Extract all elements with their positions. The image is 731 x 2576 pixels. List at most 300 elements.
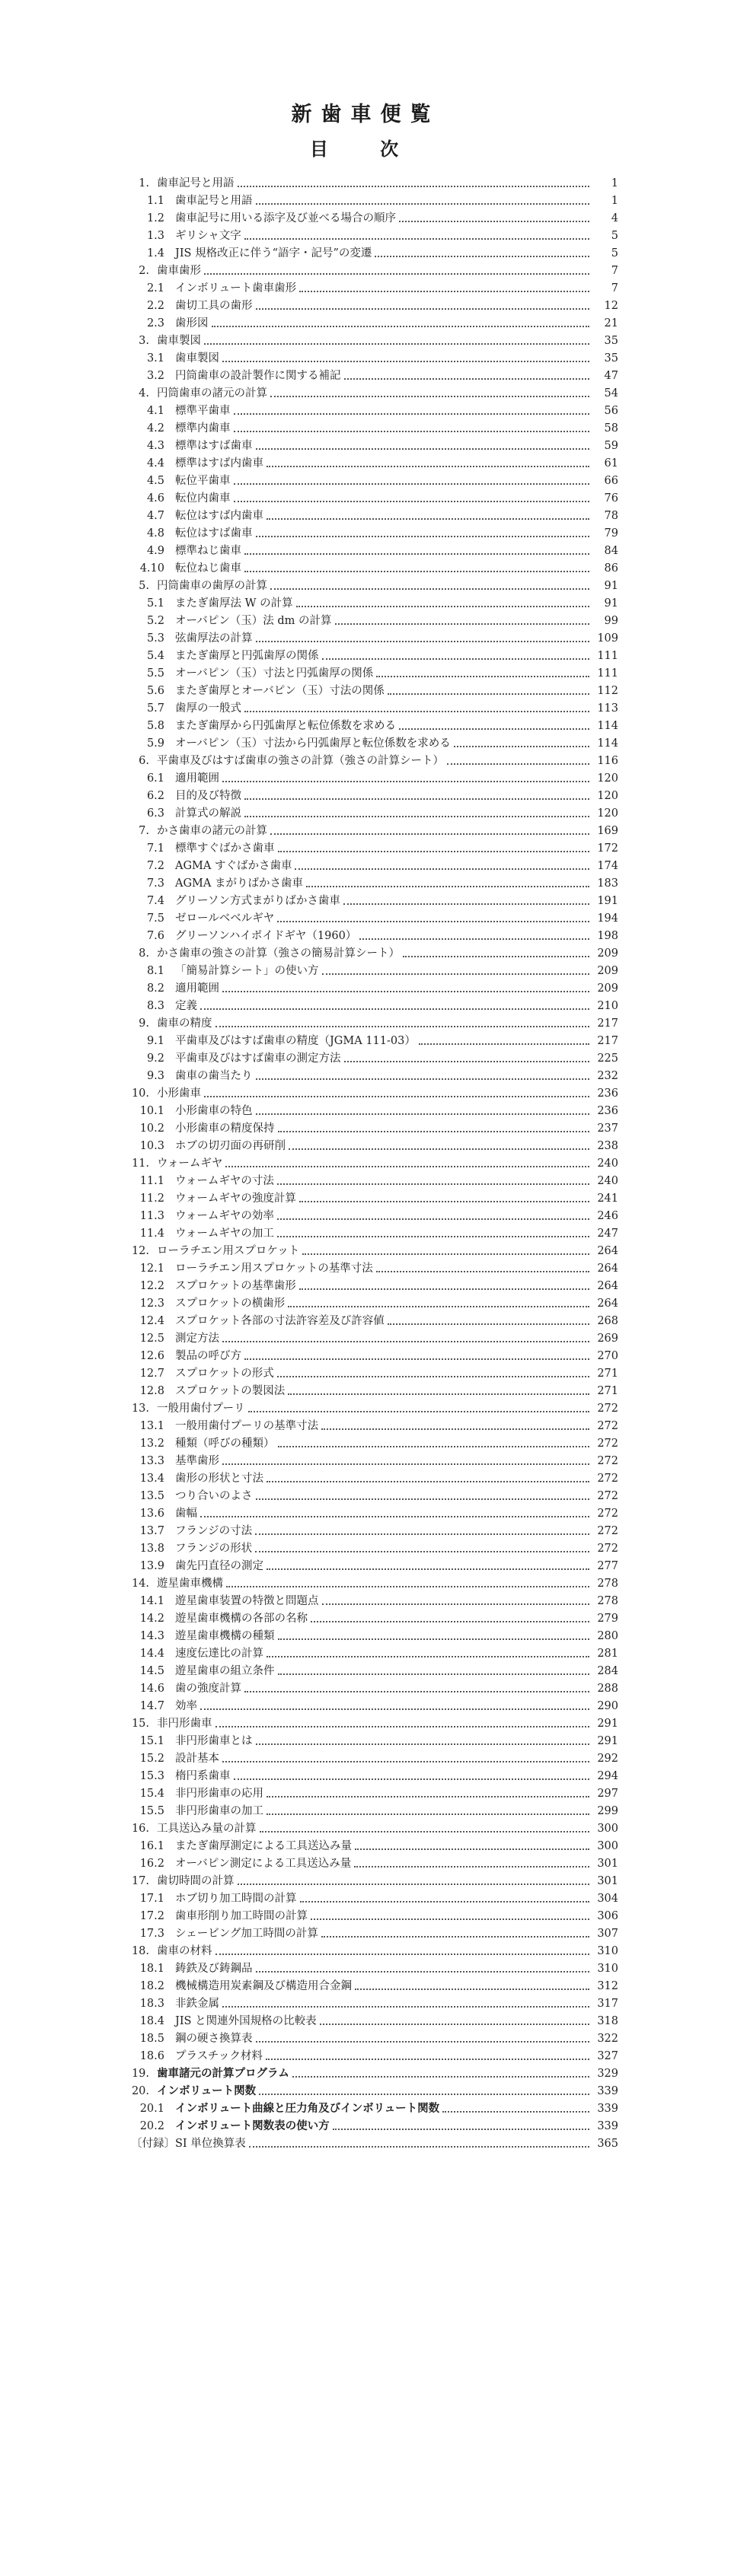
dot-leader <box>320 2023 589 2025</box>
dot-leader <box>333 2128 589 2130</box>
toc-heading: 目 次 <box>309 138 422 160</box>
toc-section-entry <box>131 1171 618 1189</box>
toc-entry-title: 鋳鉄及び鋳鋼品 <box>175 1963 253 1975</box>
toc-entry-number: 4.10 <box>139 562 164 575</box>
toc-entry-page-number: 272 <box>597 1508 618 1520</box>
toc-entry-title: スプロケットの製図法 <box>175 1385 286 1397</box>
toc-entry-page-number: 322 <box>597 2033 618 2045</box>
toc-entry-number: 1.2 <box>146 212 164 224</box>
toc-entry-page-number: 365 <box>597 2138 618 2150</box>
dot-leader <box>277 1375 589 1377</box>
toc-section-entry <box>131 1066 618 1084</box>
toc-entry-number: 4.2 <box>146 422 164 435</box>
toc-entry-page-number: 113 <box>597 702 618 715</box>
toc-entry-page-number: 114 <box>597 720 618 732</box>
toc-entry-page-number: 5 <box>611 230 618 242</box>
dot-leader <box>300 1900 590 1903</box>
toc-entry-number: 8. <box>139 947 149 960</box>
toc-entry-page-number: 59 <box>604 440 618 452</box>
toc-entry-title: オーバピン測定による工具送込み量 <box>175 1858 352 1870</box>
toc-entry-number: 5.8 <box>146 720 164 732</box>
toc-section-entry <box>131 366 618 384</box>
toc-section-entry <box>131 1591 618 1609</box>
toc-entry-number: 4.6 <box>146 492 164 505</box>
toc-section-entry <box>131 1119 618 1136</box>
dot-leader <box>215 1725 590 1727</box>
toc-entry-number: 18.4 <box>139 2015 164 2027</box>
toc-entry-page-number: 327 <box>597 2050 618 2062</box>
toc-entry-number: 4.9 <box>146 545 164 557</box>
dot-leader <box>267 517 589 520</box>
toc-entry-page-number: 78 <box>604 510 618 522</box>
toc-chapter-entry <box>131 821 618 839</box>
toc-entry-title: 歯切時間の計算 <box>157 1875 235 1887</box>
toc-entry-page-number: 240 <box>597 1157 618 1170</box>
toc-section-entry <box>131 1644 618 1661</box>
toc-entry-title: フランジの形状 <box>175 1543 253 1555</box>
toc-entry-page-number: 310 <box>597 1945 618 1957</box>
dot-leader <box>256 1743 590 1745</box>
dot-leader <box>200 1515 589 1517</box>
toc-entry-title: 弦歯厚法の計算 <box>175 632 253 645</box>
toc-entry-page-number: 247 <box>597 1228 618 1240</box>
toc-entry-title: AGMA まがりばかさ歯車 <box>175 877 303 890</box>
toc-entry-title: 非円形歯車の応用 <box>175 1788 263 1800</box>
toc-entry-page-number: 268 <box>597 1315 618 1327</box>
dot-leader <box>321 1428 589 1430</box>
toc-section-entry <box>131 891 618 909</box>
toc-entry-page-number: 297 <box>597 1788 618 1800</box>
toc-entry-number: 10.3 <box>139 1140 164 1152</box>
toc-entry-page-number: 183 <box>597 877 618 890</box>
toc-entry-page-number: 271 <box>597 1385 618 1397</box>
toc-entry-number: 16. <box>131 1823 149 1835</box>
toc-entry-title: インボリュート歯車歯形 <box>175 282 297 295</box>
toc-entry-number: 12. <box>131 1245 149 1257</box>
toc-entry-page-number: 236 <box>597 1087 618 1100</box>
toc-entry-title: 定義 <box>175 1000 197 1012</box>
dot-leader <box>267 1480 589 1482</box>
toc-entry-page-number: 307 <box>597 1928 618 1940</box>
dot-leader <box>256 2040 590 2043</box>
toc-entry-page-number: 272 <box>597 1403 618 1415</box>
toc-entry-page-number: 91 <box>604 597 618 610</box>
toc-entry-page-number: 246 <box>597 1210 618 1222</box>
toc-entry-title: スプロケットの基準歯形 <box>175 1280 296 1292</box>
toc-chapter-entry <box>131 1819 618 1836</box>
toc-entry-number: 17.1 <box>139 1893 164 1905</box>
toc-entry-title: 一般用歯付プーリの基準寸法 <box>175 1420 319 1432</box>
toc-section-entry <box>131 769 618 786</box>
toc-entry-number: 13.5 <box>139 1490 164 1502</box>
toc-section-entry <box>131 1749 618 1766</box>
toc-entry-number: 13.2 <box>139 1438 164 1450</box>
toc-entry-title: またぎ歯厚と円弧歯厚の関係 <box>175 650 319 662</box>
toc-section-entry <box>131 1206 618 1224</box>
dot-leader <box>255 1550 589 1552</box>
dot-leader <box>244 710 589 712</box>
toc-section-entry <box>131 1259 618 1276</box>
toc-entry-title: 遊星歯車の組立条件 <box>175 1665 275 1677</box>
toc-entry-title: 工具送込み量の計算 <box>157 1823 257 1835</box>
toc-entry-page-number: 318 <box>597 2015 618 2027</box>
toc-entry-title: 一般用歯付プーリ <box>157 1403 245 1415</box>
toc-entry-title: JIS と関連外国規格の比較表 <box>175 2015 317 2027</box>
dot-leader <box>321 1935 589 1938</box>
toc-entry-number: 13.1 <box>139 1420 164 1432</box>
dot-leader <box>278 1445 590 1447</box>
dot-leader <box>311 1620 589 1622</box>
toc-entry-number: 13.4 <box>139 1473 164 1485</box>
dot-leader <box>200 1008 589 1010</box>
toc-section-entry <box>131 1731 618 1749</box>
toc-section-entry <box>131 1521 618 1539</box>
toc-entry-number: 16.1 <box>139 1840 164 1852</box>
toc-section-entry <box>131 594 618 611</box>
dot-leader <box>256 1498 590 1500</box>
dot-leader <box>244 815 589 817</box>
toc-entry-title: ホブ切り加工時間の計算 <box>175 1893 297 1905</box>
toc-section-entry <box>131 1276 618 1294</box>
dot-leader <box>234 482 590 485</box>
toc-entry-number: 2.3 <box>146 317 164 330</box>
dot-leader <box>244 1358 589 1360</box>
toc-entry-title: 転位内歯車 <box>175 492 231 505</box>
toc-section-entry <box>131 2046 618 2064</box>
toc-entry-title: 非円形歯車とは <box>175 1735 253 1747</box>
toc-section-entry <box>131 664 618 681</box>
dot-leader <box>354 1865 589 1868</box>
toc-section-entry <box>131 979 618 996</box>
toc-entry-number: 15. <box>131 1718 149 1730</box>
toc-entry-title: 基準歯形 <box>175 1455 219 1467</box>
toc-entry-page-number: 236 <box>597 1105 618 1117</box>
toc-entry-number: 13.9 <box>139 1560 164 1572</box>
toc-entry-page-number: 300 <box>597 1823 618 1835</box>
toc-entry-number: 6.1 <box>146 772 164 785</box>
toc-entry-title: 歯車形削り加工時間の計算 <box>175 1910 308 1922</box>
toc-entry-number: 7.1 <box>146 842 164 855</box>
toc-entry-number: 4.4 <box>146 457 164 470</box>
dot-leader <box>256 1113 590 1115</box>
toc-entry-page-number: 7 <box>611 265 618 277</box>
toc-section-entry <box>131 1679 618 1696</box>
toc-entry-number: 2.2 <box>146 300 164 312</box>
toc-chapter-entry <box>131 576 618 594</box>
dot-leader <box>355 1988 589 1990</box>
toc-entry-number: 11. <box>131 1157 149 1170</box>
toc-section-entry <box>131 699 618 716</box>
toc-chapter-entry <box>131 2081 618 2099</box>
toc-entry-page-number: 284 <box>597 1665 618 1677</box>
toc-section-entry <box>131 1959 618 1976</box>
toc-entry-page-number: 174 <box>597 860 618 872</box>
toc-entry-title: またぎ歯厚法 W の計算 <box>175 597 293 610</box>
toc-entry-title: インボリュート関数 <box>157 2084 257 2097</box>
toc-entry-title: オーバピン（玉）寸法と円弧歯厚の関係 <box>175 667 374 680</box>
toc-entry-title: またぎ歯厚測定による工具送込み量 <box>175 1840 352 1852</box>
dot-leader <box>215 1953 590 1955</box>
toc-entry-title: 適用範囲 <box>175 772 219 785</box>
toc-section-entry <box>131 1451 618 1469</box>
toc-entry-page-number: 120 <box>597 790 618 802</box>
toc-entry-number: 7.3 <box>146 877 164 890</box>
toc-entry-page-number: 209 <box>597 965 618 977</box>
dot-leader <box>270 833 589 835</box>
toc-entry-number: 7.2 <box>146 860 164 872</box>
toc-entry-page-number: 47 <box>604 370 618 382</box>
dot-leader <box>295 868 589 870</box>
toc-entry-number: 11.2 <box>139 1192 164 1205</box>
dot-leader <box>266 2058 589 2060</box>
toc-entry-number: 1. <box>139 177 149 189</box>
toc-entry-title: かさ歯車の諸元の計算 <box>157 825 267 837</box>
dot-leader <box>244 1690 589 1692</box>
toc-entry-page-number: 264 <box>597 1298 618 1310</box>
toc-entry-title: オーバピン（玉）寸法から円弧歯厚と転位係数を求める <box>175 737 451 750</box>
toc-entry-page-number: 271 <box>597 1368 618 1380</box>
toc-section-entry <box>131 1801 618 1819</box>
dot-leader <box>256 1078 590 1080</box>
toc-section-entry <box>131 2116 618 2134</box>
toc-entry-page-number: 240 <box>597 1175 618 1187</box>
toc-entry-title: 小形歯車の特色 <box>175 1105 253 1117</box>
toc-section-entry <box>131 874 618 891</box>
toc-entry-number: 12.4 <box>139 1315 164 1327</box>
toc-entry-title: 小形歯車 <box>157 1087 201 1100</box>
toc-entry-number: 10.1 <box>139 1105 164 1117</box>
toc-section-entry <box>131 1504 618 1521</box>
toc-entry-number: 12.5 <box>139 1333 164 1345</box>
toc-chapter-entry <box>131 944 618 961</box>
dot-leader <box>306 885 589 887</box>
toc-entry-page-number: 339 <box>597 2120 618 2132</box>
toc-section-entry <box>131 734 618 751</box>
toc-entry-title: 歯幅 <box>175 1508 197 1520</box>
dot-leader <box>403 955 589 957</box>
toc-section-entry <box>131 506 618 524</box>
toc-entry-title: 転位はすば内歯車 <box>175 510 263 522</box>
toc-entry-page-number: 1 <box>611 177 618 189</box>
toc-entry-title: 転位はすば歯車 <box>175 527 253 540</box>
toc-entry-title: 遊星歯車機構 <box>157 1578 223 1590</box>
dot-leader <box>225 1165 589 1167</box>
dot-leader <box>244 552 589 555</box>
dot-leader <box>212 325 590 327</box>
dot-leader <box>343 903 589 905</box>
dot-leader <box>311 1918 589 1920</box>
toc-section-entry <box>131 926 618 944</box>
toc-entry-title: ギリシャ文字 <box>175 230 241 242</box>
dot-leader <box>238 1883 590 1885</box>
toc-entry-page-number: 232 <box>597 1070 618 1082</box>
toc-chapter-entry <box>131 1574 618 1591</box>
toc-entry-title: 速度伝達比の計算 <box>175 1648 263 1660</box>
toc-section-entry <box>131 786 618 804</box>
toc-section-entry <box>131 191 618 209</box>
toc-entry-title: つり合いのよさ <box>175 1490 253 1502</box>
toc-entry-number: 14.2 <box>139 1613 164 1625</box>
toc-entry-title: 転位ねじ歯車 <box>175 562 241 575</box>
toc-entry-page-number: 291 <box>597 1718 618 1730</box>
toc-entry-title: シェービング加工時間の計算 <box>175 1928 318 1940</box>
toc-entry-title: ウォームギヤの加工 <box>175 1228 274 1240</box>
toc-entry-title: ゼロールベベルギヤ <box>175 912 275 925</box>
dot-leader <box>222 1463 589 1465</box>
toc-entry-number: 4.1 <box>146 405 164 417</box>
toc-entry-page-number: 272 <box>597 1473 618 1485</box>
dot-leader <box>292 2075 589 2078</box>
toc-section-entry <box>131 436 618 454</box>
toc-section-entry <box>131 1294 618 1311</box>
toc-section-entry <box>131 1189 618 1206</box>
toc-entry-number: 5.6 <box>146 685 164 697</box>
toc-section-entry <box>131 856 618 874</box>
toc-entry-title: 歯先円直径の測定 <box>175 1560 263 1572</box>
toc-entry-page-number: 272 <box>597 1438 618 1450</box>
toc-entry-title: 種類（呼びの種類） <box>175 1438 275 1450</box>
dot-leader <box>256 1970 590 1973</box>
toc-section-entry <box>131 2099 618 2116</box>
toc-entry-page-number: 290 <box>597 1700 618 1712</box>
dot-leader <box>222 1340 589 1342</box>
toc-entry-number: 5. <box>139 580 149 592</box>
toc-entry-number: 17.2 <box>139 1910 164 1922</box>
toc-entry-number: 4.3 <box>146 440 164 452</box>
toc-entry-number: 8.3 <box>146 1000 164 1012</box>
dot-leader <box>277 1218 589 1220</box>
toc-entry-number: 17. <box>131 1875 149 1887</box>
toc-entry-title: またぎ歯厚から円弧歯厚と転位係数を求める <box>175 720 396 732</box>
toc-entry-title: 標準はすば歯車 <box>175 440 253 452</box>
toc-entry-title: フランジの寸法 <box>175 1525 253 1537</box>
toc-section-entry <box>131 1854 618 1871</box>
dot-leader <box>222 360 589 362</box>
toc-section-entry <box>131 804 618 821</box>
book-title: 新歯車便覧 <box>291 103 440 126</box>
toc-entry-number: 15.1 <box>139 1735 164 1747</box>
toc-entry-title: 標準はすば内歯車 <box>175 457 263 470</box>
toc-section-entry <box>131 1836 618 1854</box>
dot-leader <box>234 500 590 502</box>
toc-section-entry <box>131 839 618 856</box>
toc-entry-page-number: 272 <box>597 1525 618 1537</box>
dot-leader <box>244 798 589 800</box>
toc-entry-page-number: 317 <box>597 1998 618 2010</box>
dot-leader <box>399 728 589 730</box>
toc-entry-title: 平歯車及びはすば歯車の測定方法 <box>175 1052 341 1065</box>
toc-section-entry <box>131 1994 618 2011</box>
toc-entry-page-number: 111 <box>597 650 618 662</box>
toc-entry-title: インボリュート曲線と圧力角及びインボリュート関数 <box>175 2102 440 2115</box>
dot-leader <box>244 237 589 240</box>
toc-entry-page-number: 120 <box>597 772 618 785</box>
toc-entry-title: 効率 <box>175 1700 197 1712</box>
toc-entry-page-number: 237 <box>597 1122 618 1135</box>
toc-section-entry <box>131 1784 618 1801</box>
toc-entry-title: 歯車記号と用語 <box>175 195 253 207</box>
toc-section-entry <box>131 541 618 559</box>
toc-entry-page-number: 306 <box>597 1910 618 1922</box>
toc-entry-number: 11.4 <box>139 1228 164 1240</box>
toc-entry-number: 18. <box>131 1945 149 1957</box>
toc-entry-title: インボリュート関数表の使い方 <box>175 2119 330 2132</box>
toc-section-entry <box>131 1136 618 1154</box>
toc-entry-title: ウォームギヤの寸法 <box>175 1175 274 1187</box>
toc-entry-number: 1.1 <box>146 195 164 207</box>
toc-entry-title: 遊星歯車機構の各部の名称 <box>175 1613 308 1625</box>
dot-leader <box>234 1778 590 1780</box>
toc-entry-number: 14.6 <box>139 1683 164 1695</box>
toc-chapter-entry <box>131 2064 618 2081</box>
dot-leader <box>256 307 590 310</box>
toc-entry-page-number: 217 <box>597 1035 618 1047</box>
toc-section-entry <box>131 611 618 629</box>
toc-entry-title: 歯車諸元の計算プログラム <box>157 2067 289 2080</box>
toc-section-entry <box>131 226 618 244</box>
toc-entry-page-number: 300 <box>597 1840 618 1852</box>
toc-section-entry <box>131 1049 618 1066</box>
toc-entry-page-number: 169 <box>597 825 618 837</box>
toc-entry-number: 5.9 <box>146 737 164 750</box>
toc-section-entry <box>131 961 618 979</box>
dot-leader <box>226 1585 589 1587</box>
dot-leader <box>267 1813 589 1815</box>
toc-entry-page-number: 76 <box>604 492 618 505</box>
toc-chapter-entry <box>131 1714 618 1731</box>
toc-entry-page-number: 278 <box>597 1595 618 1607</box>
dot-leader <box>248 1410 589 1412</box>
dot-leader <box>278 850 590 852</box>
toc-entry-title: 〔付録〕SI 単位換算表 <box>131 2138 246 2150</box>
toc-entry-title: 歯切工具の歯形 <box>175 300 253 312</box>
toc-entry-page-number: 172 <box>597 842 618 855</box>
toc-entry-page-number: 79 <box>604 527 618 540</box>
toc-entry-title: 標準内歯車 <box>175 422 231 435</box>
toc-section-entry <box>131 996 618 1014</box>
toc-entry-page-number: 35 <box>604 335 618 347</box>
toc-section-entry <box>131 1224 618 1241</box>
toc-section-entry <box>131 1889 618 1906</box>
toc-entry-page-number: 225 <box>597 1052 618 1065</box>
dot-leader <box>289 1148 589 1150</box>
toc-entry-page-number: 5 <box>611 247 618 260</box>
toc-entry-page-number: 241 <box>597 1192 618 1205</box>
dot-leader <box>278 1638 590 1640</box>
toc-section-entry <box>131 1609 618 1626</box>
toc-entry-title: 歯形図 <box>175 317 209 330</box>
toc-entry-number: 15.3 <box>139 1770 164 1782</box>
toc-entry-title: 製品の呼び方 <box>175 1350 241 1362</box>
dot-leader <box>399 220 589 222</box>
dot-leader <box>267 1655 589 1657</box>
toc-entry-page-number: 61 <box>604 457 618 470</box>
toc-entry-page-number: 54 <box>604 387 618 400</box>
toc-entry-page-number: 329 <box>597 2068 618 2080</box>
toc-entry-title: ウォームギヤ <box>157 1157 223 1170</box>
toc-section-entry <box>131 1906 618 1924</box>
toc-entry-page-number: 238 <box>597 1140 618 1152</box>
dot-leader <box>376 675 589 677</box>
dot-leader <box>447 763 589 765</box>
toc-entry-title: 測定方法 <box>175 1333 219 1345</box>
toc-entry-title: ウォームギヤの効率 <box>175 1210 274 1222</box>
toc-entry-title: AGMA すぐばかさ歯車 <box>175 860 292 872</box>
toc-entry-number: 4.8 <box>146 527 164 540</box>
toc-section-entry <box>131 1924 618 1941</box>
dot-leader <box>296 605 589 607</box>
toc-entry-number: 10. <box>131 1087 149 1100</box>
